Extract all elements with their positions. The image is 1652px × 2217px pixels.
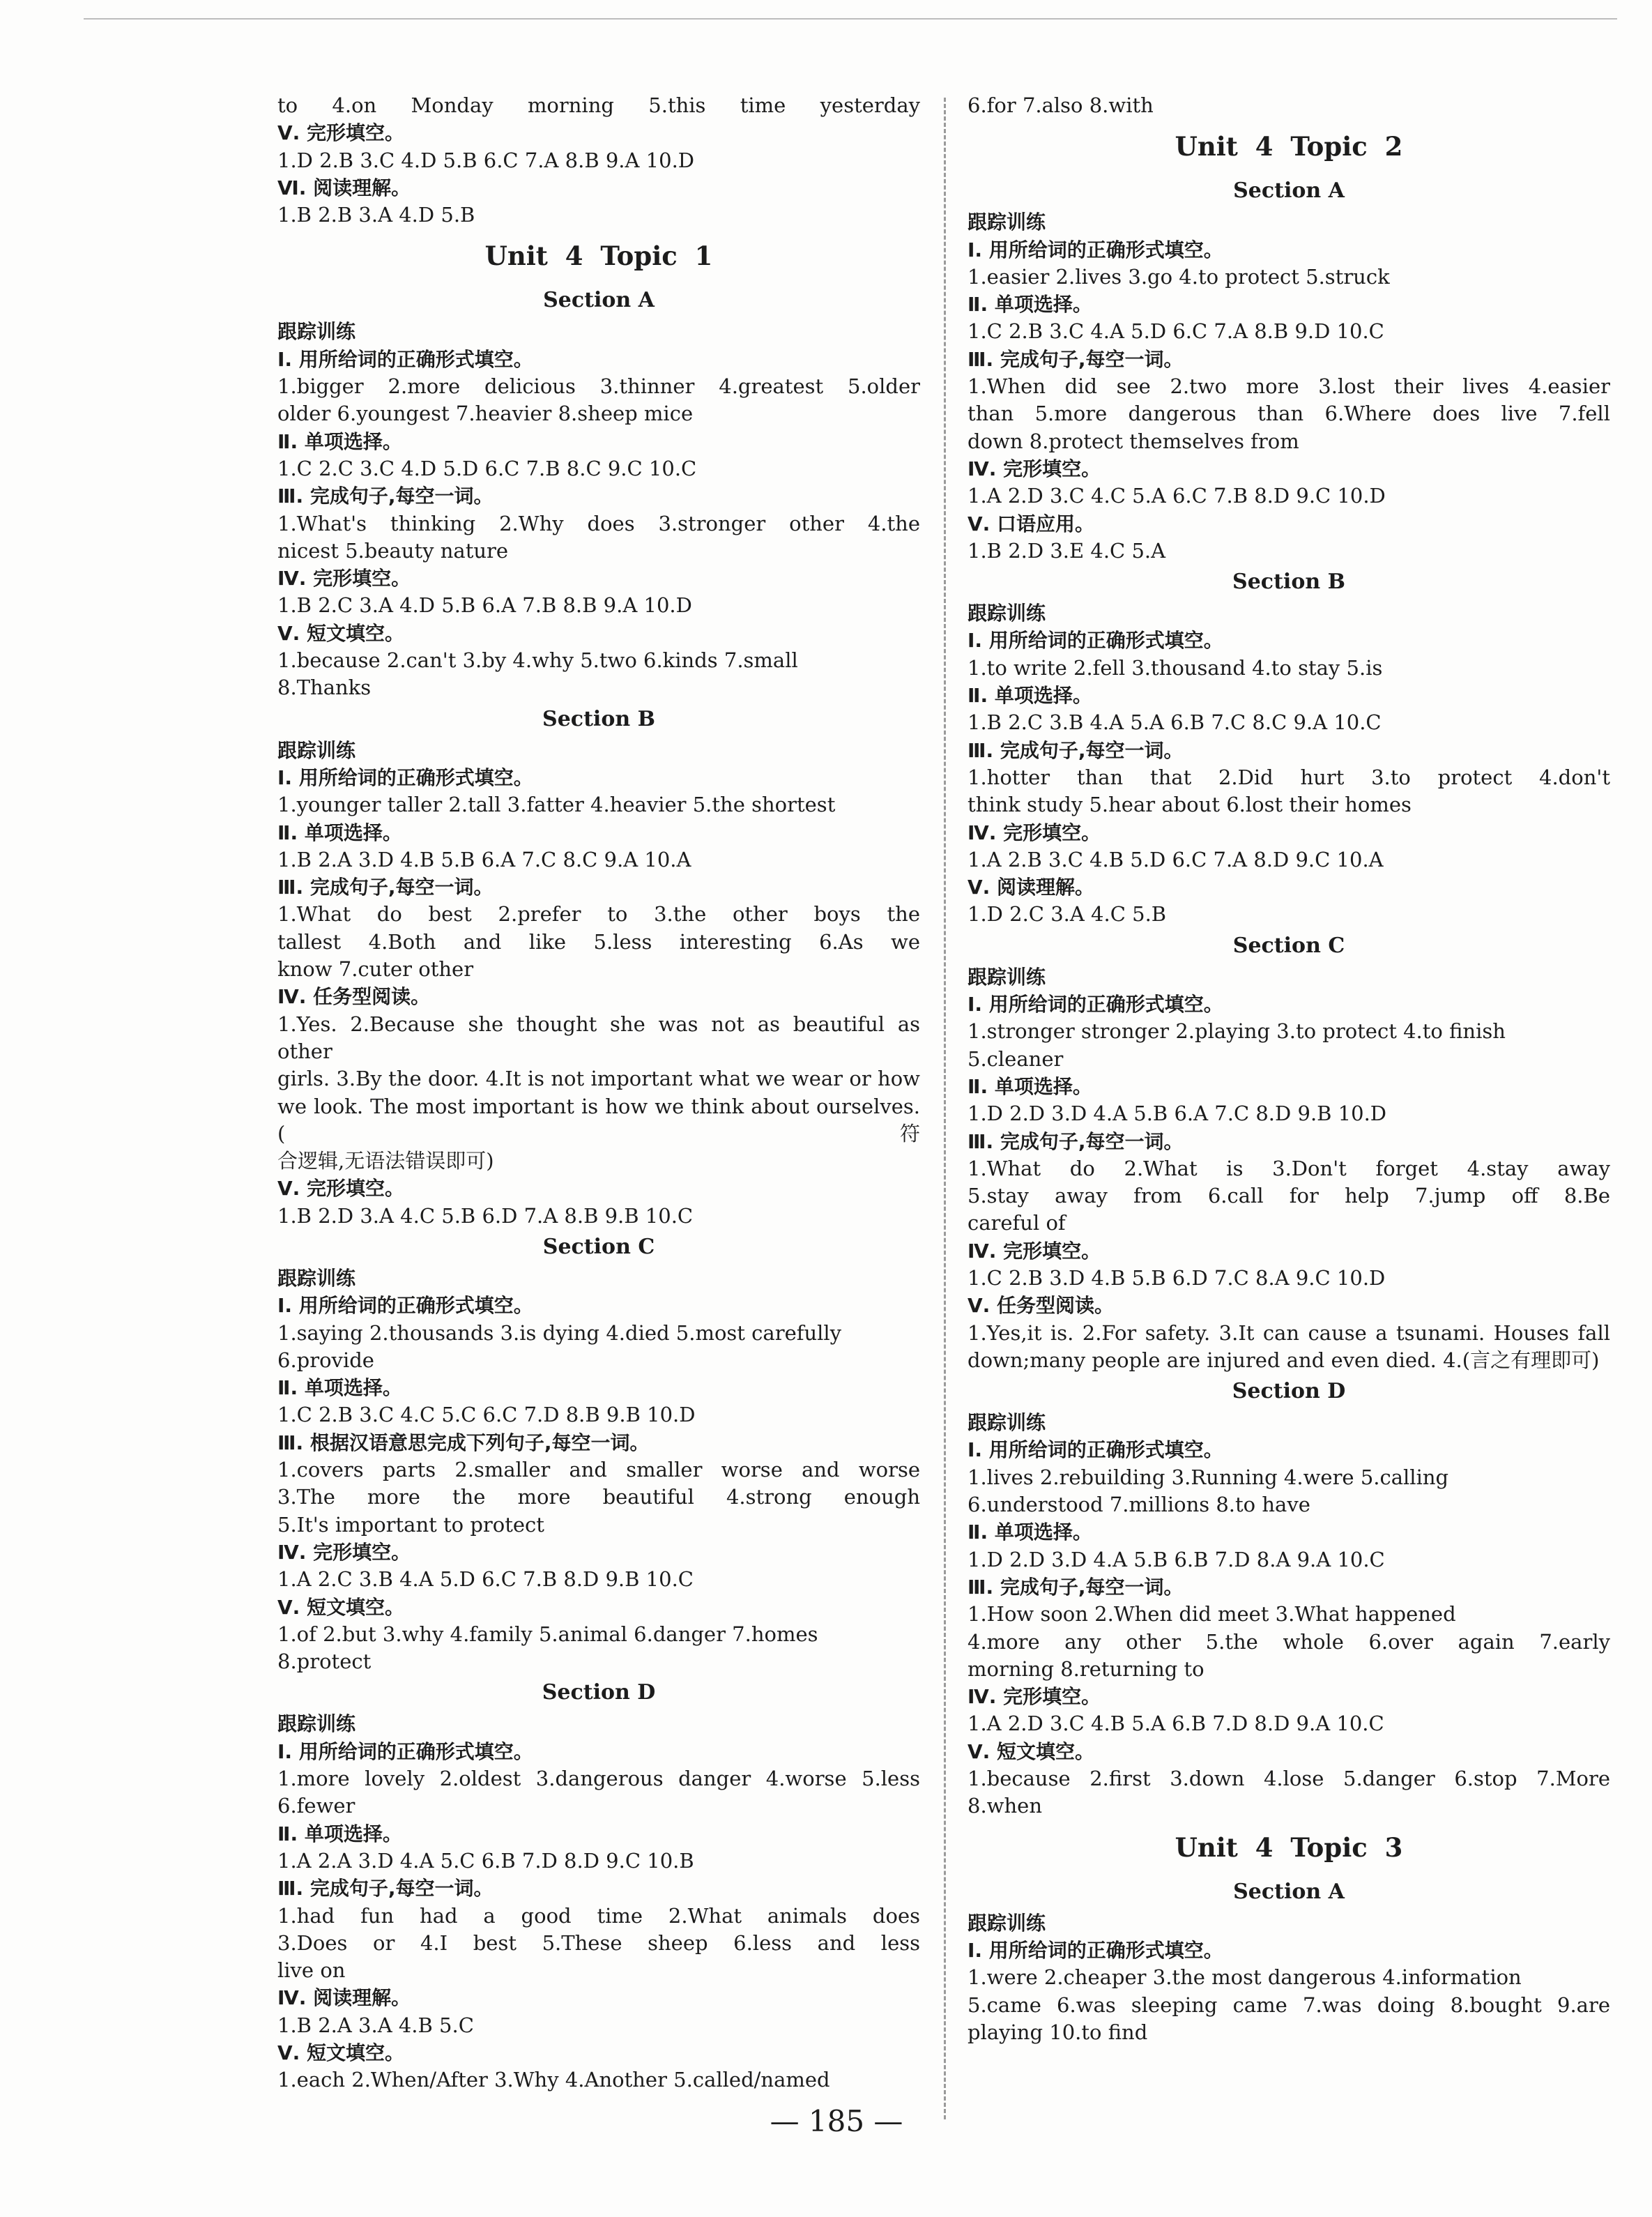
right-answer-line: careful of — [968, 1211, 1066, 1235]
right-answer-line: 1.What do 2.What is 3.Don't forget 4.stay away — [968, 1156, 1610, 1180]
right-exercise-heading: Ⅴ. 阅读理解。 — [968, 876, 1095, 899]
right-exercise-heading: Ⅱ. 单项选择。 — [968, 293, 1092, 317]
right-unit-heading: Unit 4 Topic 3 — [1175, 1831, 1403, 1863]
right-exercise-heading: Ⅰ. 用所给词的正确形式填空。 — [968, 1938, 1223, 1962]
left-answer-line: 1.Yes. 2.Because she thought she was not as beautiful as other — [277, 1012, 920, 1063]
right-answer-line: 5.cleaner — [968, 1046, 1064, 1071]
right-section-heading: Section D — [1232, 1379, 1346, 1404]
right-answer-line: 1.lives 2.rebuilding 3.Running 4.were 5.calling — [968, 1465, 1449, 1489]
left-exercise-heading: Ⅱ. 单项选择。 — [277, 1376, 402, 1400]
right-answer-line: 1.C 2.B 3.C 4.A 5.D 6.C 7.A 8.B 9.D 10.C — [968, 319, 1384, 344]
left-answer-line: 1.B 2.D 3.A 4.C 5.B 6.D 7.A 8.B 9.B 10.C — [277, 1203, 694, 1228]
left-answer-line: know 7.cuter other — [277, 957, 474, 982]
left-answer-line: 1.B 2.A 3.D 4.B 5.B 6.A 7.C 8.C 9.A 10.A — [277, 847, 691, 871]
right-exercise-heading: Ⅲ. 完成句子,每空一词。 — [968, 347, 1184, 371]
left-exercise-heading: Ⅲ. 完成句子,每空一词。 — [277, 876, 494, 899]
left-exercise-heading: Ⅰ. 用所给词的正确形式填空。 — [277, 1739, 533, 1763]
left-answer-line: 3.Does or 4.I best 5.These sheep 6.less and less — [277, 1930, 920, 1955]
right-exercise-heading: Ⅳ. 完形填空。 — [968, 1239, 1101, 1263]
right-exercise-heading: Ⅳ. 完形填空。 — [968, 457, 1101, 480]
right-answer-line: 1.D 2.D 3.D 4.A 5.B 6.A 7.C 8.D 9.B 10.D — [968, 1102, 1387, 1126]
column-divider — [944, 98, 946, 2119]
left-answer-line: 1.younger taller 2.tall 3.fatter 4.heavier 5.the shortest — [277, 793, 836, 817]
right-exercise-heading: 跟踪训练 — [968, 965, 1046, 989]
left-exercise-heading: 跟踪训练 — [277, 320, 356, 344]
right-exercise-heading: Ⅴ. 任务型阅读。 — [968, 1294, 1115, 1318]
right-exercise-heading: Ⅳ. 完形填空。 — [968, 1685, 1101, 1709]
right-exercise-heading: Ⅴ. 口语应用。 — [968, 512, 1095, 535]
left-answer-line: 8.Thanks — [277, 676, 372, 700]
right-answer-line: 1.B 2.D 3.E 4.C 5.A — [968, 538, 1166, 563]
left-exercise-heading: 跟踪训练 — [277, 738, 356, 762]
left-answer-line: 1.B 2.C 3.A 4.D 5.B 6.A 7.B 8.B 9.A 10.D — [277, 593, 692, 618]
right-answer-line: 1.were 2.cheaper 3.the most dangerous 4.information — [968, 1965, 1522, 1990]
right-answer-line: 1.Yes,it is. 2.For safety. 3.It can cause a tsunami. Houses fall — [968, 1320, 1610, 1345]
left-answer-line: 1.had fun had a good time 2.What animals does — [277, 1903, 920, 1928]
top-rule — [84, 18, 1617, 20]
left-section-heading: Section B — [542, 706, 655, 731]
left-exercise-heading: 跟踪训练 — [277, 1266, 356, 1290]
left-answer-line: to 4.on Monday morning 5.this time yesterday — [277, 93, 920, 117]
left-answer-line: 1.C 2.B 3.C 4.C 5.C 6.C 7.D 8.B 9.B 10.D — [277, 1403, 696, 1427]
right-answer-line: 1.to write 2.fell 3.thousand 4.to stay 5.is — [968, 655, 1383, 680]
left-answer-line: 1.bigger 2.more delicious 3.thinner 4.greatest 5.older — [277, 374, 920, 399]
right-section-heading: Section A — [1233, 178, 1345, 204]
right-exercise-heading: Ⅲ. 完成句子,每空一词。 — [968, 1129, 1184, 1153]
right-exercise-heading: Ⅱ. 单项选择。 — [968, 1074, 1092, 1098]
left-column — [277, 92, 920, 2094]
right-exercise-heading: Ⅰ. 用所给词的正确形式填空。 — [968, 629, 1223, 653]
left-answer-line: 合逻辑,无语法错误即可) — [277, 1149, 494, 1173]
left-exercise-heading: 跟踪训练 — [277, 1712, 356, 1736]
right-answer-line: morning 8.returning to — [968, 1656, 1204, 1681]
left-answer-line: 1.A 2.A 3.D 4.A 5.C 6.B 7.D 8.D 9.C 10.B — [277, 1848, 694, 1873]
left-exercise-heading: Ⅲ. 完成句子,每空一词。 — [277, 1877, 494, 1900]
left-answer-line: 1.more lovely 2.oldest 3.dangerous danger 4.worse 5.less — [277, 1767, 920, 1791]
left-exercise-heading: Ⅴ. 短文填空。 — [277, 1595, 405, 1619]
right-section-heading: Section B — [1232, 570, 1345, 595]
left-answer-line: 1.B 2.B 3.A 4.D 5.B — [277, 203, 475, 227]
left-exercise-heading: Ⅴ. 短文填空。 — [277, 2041, 405, 2064]
right-answer-line: think study 5.hear about 6.lost their homes — [968, 793, 1412, 817]
right-answer-line: 1.B 2.C 3.B 4.A 5.A 6.B 7.C 8.C 9.A 10.C — [968, 710, 1382, 735]
right-answer-line: 1.D 2.C 3.A 4.C 5.B — [968, 902, 1167, 927]
right-answer-line: 5.stay away from 6.call for help 7.jump off 8.Be — [968, 1184, 1610, 1208]
right-exercise-heading: Ⅲ. 完成句子,每空一词。 — [968, 738, 1184, 762]
left-answer-line: girls. 3.By the door. 4.It is not important what we wear or how — [277, 1067, 920, 1091]
right-answer-line: 6.understood 7.millions 8.to have — [968, 1493, 1310, 1517]
left-exercise-heading: Ⅳ. 阅读理解。 — [277, 1986, 411, 2010]
right-answer-line: 1.hotter than that 2.Did hurt 3.to protect 4.don't — [968, 765, 1610, 789]
right-exercise-heading: Ⅰ. 用所给词的正确形式填空。 — [968, 238, 1223, 261]
left-answer-line: 6.provide — [277, 1348, 374, 1372]
right-answer-line: down;many people are injured and even died. 4.(言之有理即可) — [968, 1348, 1600, 1372]
left-answer-line: 5.It's important to protect — [277, 1512, 544, 1537]
left-unit-heading: Unit 4 Topic 1 — [484, 241, 713, 272]
right-answer-line: playing 10.to find — [968, 2020, 1148, 2044]
left-answer-line: 1.What do best 2.prefer to 3.the other boys the — [277, 902, 920, 927]
right-exercise-heading: 跟踪训练 — [968, 602, 1046, 625]
right-exercise-heading: Ⅴ. 短文填空。 — [968, 1739, 1095, 1763]
right-exercise-heading: Ⅱ. 单项选择。 — [968, 684, 1092, 708]
right-answer-line: 1.stronger stronger 2.playing 3.to protect 4.to finish — [968, 1019, 1506, 1044]
left-exercise-heading: Ⅳ. 任务型阅读。 — [277, 985, 431, 1009]
left-exercise-heading: Ⅵ. 阅读理解。 — [277, 176, 411, 199]
left-section-heading: Section D — [542, 1680, 656, 1705]
right-exercise-heading: 跟踪训练 — [968, 1411, 1046, 1435]
left-exercise-heading: Ⅳ. 完形填空。 — [277, 567, 411, 591]
left-answer-line: 8.protect — [277, 1650, 372, 1674]
left-answer-line: tallest 4.Both and like 5.less interesting 6.As we — [277, 929, 920, 954]
right-answer-line: than 5.more dangerous than 6.Where does live 7.fell — [968, 402, 1610, 426]
right-answer-line: 6.for 7.also 8.with — [968, 93, 1154, 117]
left-answer-line: 1.saying 2.thousands 3.is dying 4.died 5.most carefully — [277, 1320, 842, 1345]
left-answer-line: 1.of 2.but 3.why 4.family 5.animal 6.danger 7.homes — [277, 1622, 818, 1646]
right-answer-line: 1.How soon 2.When did meet 3.What happened — [968, 1602, 1456, 1626]
left-answer-line: 3.The more the more beautiful 4.strong enough — [277, 1485, 920, 1509]
right-answer-line: 1.A 2.B 3.C 4.B 5.D 6.C 7.A 8.D 9.C 10.A — [968, 847, 1384, 871]
right-exercise-heading: Ⅲ. 完成句子,每空一词。 — [968, 1575, 1184, 1599]
left-answer-line: 1.What's thinking 2.Why does 3.stronger other 4.the — [277, 511, 920, 535]
left-exercise-heading: Ⅳ. 完形填空。 — [277, 1540, 411, 1564]
right-answer-line: 1.When did see 2.two more 3.lost their lives 4.easier — [968, 374, 1610, 399]
right-exercise-heading: Ⅰ. 用所给词的正确形式填空。 — [968, 1438, 1223, 1462]
page-number: — 185 — — [770, 2104, 903, 2138]
right-answer-line: 1.A 2.D 3.C 4.C 5.A 6.C 7.B 8.D 9.C 10.D — [968, 484, 1386, 508]
right-answer-line: down 8.protect themselves from — [968, 429, 1299, 453]
right-unit-heading: Unit 4 Topic 2 — [1175, 131, 1403, 162]
right-answer-line: 5.came 6.was sleeping came 7.was doing 8.bought 9.are — [968, 1993, 1610, 2017]
right-answer-line: 1.A 2.D 3.C 4.B 5.A 6.B 7.D 8.D 9.A 10.C — [968, 1712, 1384, 1736]
right-exercise-heading: Ⅱ. 单项选择。 — [968, 1521, 1092, 1544]
left-answer-line: we look. The most important is how we think about ourselves.(符 — [277, 1094, 920, 1145]
right-answer-line: 1.easier 2.lives 3.go 4.to protect 5.struck — [968, 264, 1390, 289]
right-exercise-heading: Ⅰ. 用所给词的正确形式填空。 — [968, 993, 1223, 1016]
right-column — [968, 92, 1610, 2046]
right-answer-line: 1.D 2.D 3.D 4.A 5.B 6.B 7.D 8.A 9.A 10.C — [968, 1547, 1385, 1571]
right-section-heading: Section C — [1232, 933, 1345, 958]
left-answer-line: 1.A 2.C 3.B 4.A 5.D 6.C 7.B 8.D 9.B 10.C — [277, 1567, 694, 1592]
right-answer-line: 1.because 2.first 3.down 4.lose 5.danger 6.stop 7.More — [968, 1767, 1610, 1791]
right-exercise-heading: 跟踪训练 — [968, 1911, 1046, 1935]
right-exercise-heading: Ⅳ. 完形填空。 — [968, 821, 1101, 844]
left-exercise-heading: Ⅰ. 用所给词的正确形式填空。 — [277, 1294, 533, 1318]
left-answer-line: 1.D 2.B 3.C 4.D 5.B 6.C 7.A 8.B 9.A 10.D — [277, 148, 695, 172]
right-answer-line: 4.more any other 5.the whole 6.over again 7.early — [968, 1629, 1610, 1654]
left-answer-line: 6.fewer — [277, 1794, 355, 1818]
left-section-heading: Section C — [542, 1234, 655, 1259]
left-answer-line: 1.covers parts 2.smaller and smaller worse and worse — [277, 1458, 920, 1482]
left-answer-line: nicest 5.beauty nature — [277, 538, 509, 563]
left-exercise-heading: Ⅴ. 短文填空。 — [277, 621, 405, 645]
left-answer-line: live on — [277, 1958, 346, 1983]
right-section-heading: Section A — [1233, 1879, 1345, 1904]
left-exercise-heading: Ⅱ. 单项选择。 — [277, 821, 402, 844]
right-answer-line: 8.when — [968, 1794, 1043, 1818]
right-exercise-heading: 跟踪训练 — [968, 211, 1046, 234]
left-exercise-heading: Ⅱ. 单项选择。 — [277, 1822, 402, 1845]
left-answer-line: older 6.youngest 7.heavier 8.sheep mice — [277, 402, 694, 426]
left-answer-line: 1.each 2.When/After 3.Why 4.Another 5.called/named — [277, 2068, 830, 2092]
left-exercise-heading: Ⅴ. 完形填空。 — [277, 1177, 405, 1201]
left-exercise-heading: Ⅰ. 用所给词的正确形式填空。 — [277, 765, 533, 789]
left-exercise-heading: Ⅱ. 单项选择。 — [277, 429, 402, 453]
right-answer-line: 1.C 2.B 3.D 4.B 5.B 6.D 7.C 8.A 9.C 10.D — [968, 1265, 1386, 1290]
left-exercise-heading: Ⅴ. 完形填空。 — [277, 121, 405, 145]
left-answer-line: 1.C 2.C 3.C 4.D 5.D 6.C 7.B 8.C 9.C 10.C — [277, 456, 697, 480]
left-exercise-heading: Ⅲ. 完成句子,每空一词。 — [277, 485, 494, 508]
left-section-heading: Section A — [543, 288, 655, 313]
left-exercise-heading: Ⅰ. 用所给词的正确形式填空。 — [277, 347, 533, 371]
left-answer-line: 1.B 2.A 3.A 4.B 5.C — [277, 2013, 474, 2037]
left-answer-line: 1.because 2.can't 3.by 4.why 5.two 6.kinds 7.small — [277, 648, 798, 673]
left-exercise-heading: Ⅲ. 根据汉语意思完成下列句子,每空一词。 — [277, 1431, 650, 1454]
